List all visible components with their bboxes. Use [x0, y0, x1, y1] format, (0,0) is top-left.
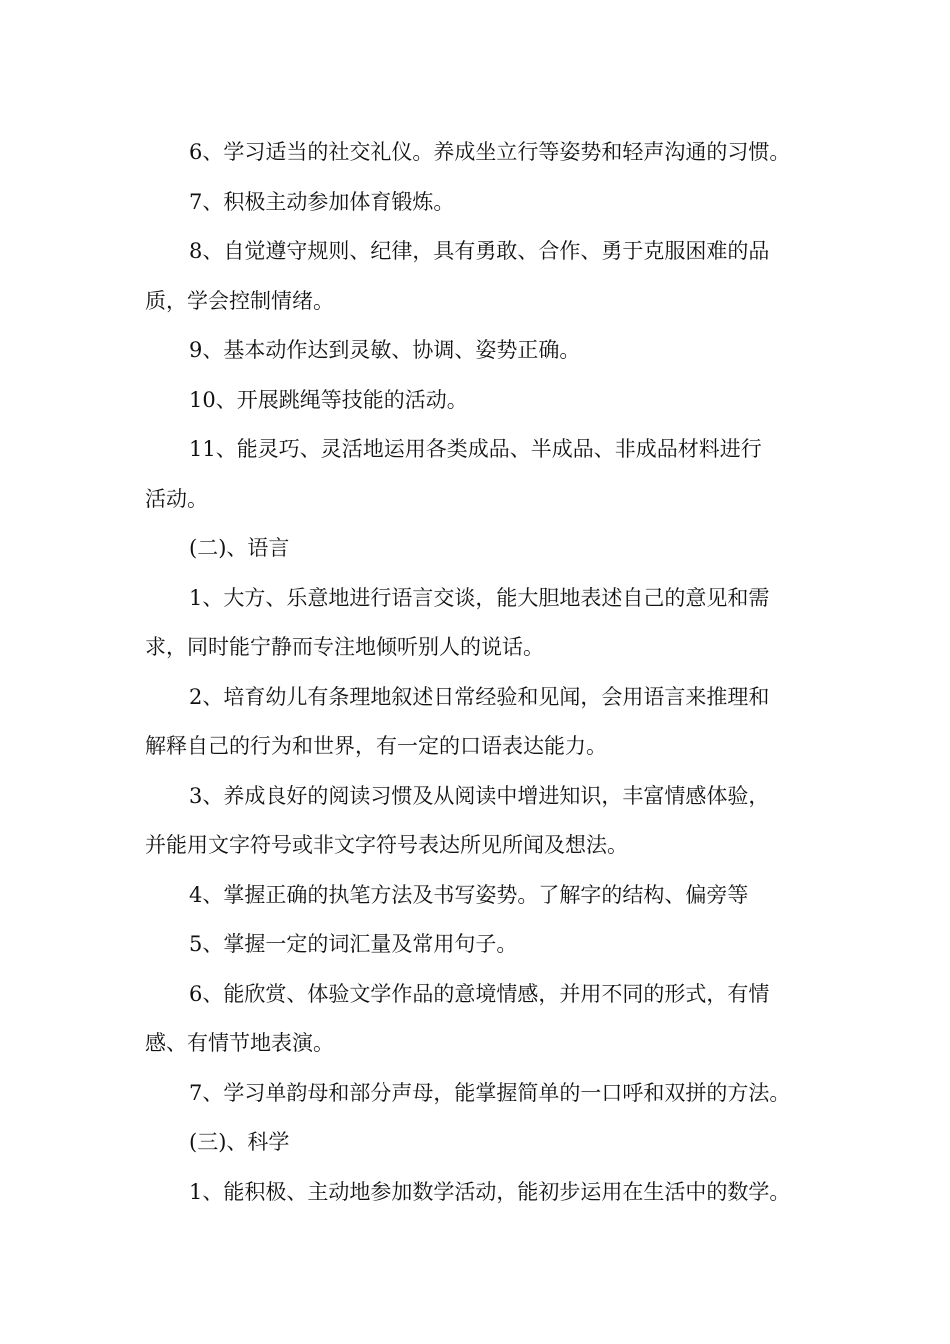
text-line: 7、学习单韵母和部分声母，能掌握简单的一口呼和双拼的方法。: [189, 1080, 791, 1105]
text-line: 10、开展跳绳等技能的活动。: [189, 387, 468, 412]
paragraph-10-skills: [145, 376, 825, 426]
document-body: [145, 128, 825, 1217]
paragraph-language-7: [145, 1069, 825, 1119]
text-line: (三)、科学: [189, 1130, 290, 1154]
text-line: 3、养成良好的阅读习惯及从阅读中增进知识，丰富情感体验，: [189, 783, 770, 808]
paragraph-language-5: [145, 920, 825, 970]
paragraph-8-rules: [145, 227, 825, 326]
section-heading-language: [145, 524, 825, 574]
text-line: 1、大方、乐意地进行语言交谈，能大胆地表述自己的意见和需: [189, 585, 770, 610]
text-line: 11、能灵巧、灵活地运用各类成品、半成品、非成品材料进行: [189, 437, 762, 461]
text-line: 7、积极主动参加体育锻炼。: [189, 189, 455, 214]
text-line: 9、基本动作达到灵敏、协调、姿势正确。: [189, 338, 581, 362]
paragraph-language-3: [145, 772, 825, 871]
paragraph-science-1: [145, 1168, 825, 1218]
text-line: 活动。: [145, 486, 208, 511]
paragraph-6-etiquette: [145, 128, 825, 178]
paragraph-language-4: [145, 871, 825, 921]
text-line: 6、能欣赏、体验文学作品的意境情感，并用不同的形式，有情: [189, 981, 770, 1006]
text-line: 5、掌握一定的词汇量及常用句子。: [189, 932, 518, 956]
paragraph-11-materials: [145, 425, 825, 524]
paragraph-language-6: [145, 970, 825, 1069]
text-line: 6、学习适当的社交礼仪。养成坐立行等姿势和轻声沟通的习惯。: [189, 140, 791, 164]
paragraph-7-exercise: [145, 178, 825, 228]
paragraph-language-1: [145, 574, 825, 673]
text-line: 并能用文字符号或非文字符号表达所见所闻及想法。: [145, 833, 628, 857]
text-line: 8、自觉遵守规则、纪律，具有勇敢、合作、勇于克服困难的品: [189, 239, 770, 263]
text-line: 感、有情节地表演。: [145, 1031, 334, 1055]
section-heading-science: [145, 1118, 825, 1168]
text-line: 1、能积极、主动地参加数学活动，能初步运用在生活中的数学。: [189, 1179, 791, 1204]
text-line: 解释自己的行为和世界，有一定的口语表达能力。: [145, 734, 607, 758]
paragraph-language-2: [145, 673, 825, 772]
text-line: 求，同时能宁静而专注地倾听别人的说话。: [145, 635, 544, 659]
text-line: 2、培育幼儿有条理地叙述日常经验和见闻，会用语言来推理和: [189, 684, 770, 709]
text-line: 质，学会控制情绪。: [145, 288, 334, 313]
text-line: (二)、语言: [189, 536, 290, 560]
paragraph-9-movement: [145, 326, 825, 376]
text-line: 4、掌握正确的执笔方法及书写姿势。了解字的结构、偏旁等: [189, 882, 749, 907]
